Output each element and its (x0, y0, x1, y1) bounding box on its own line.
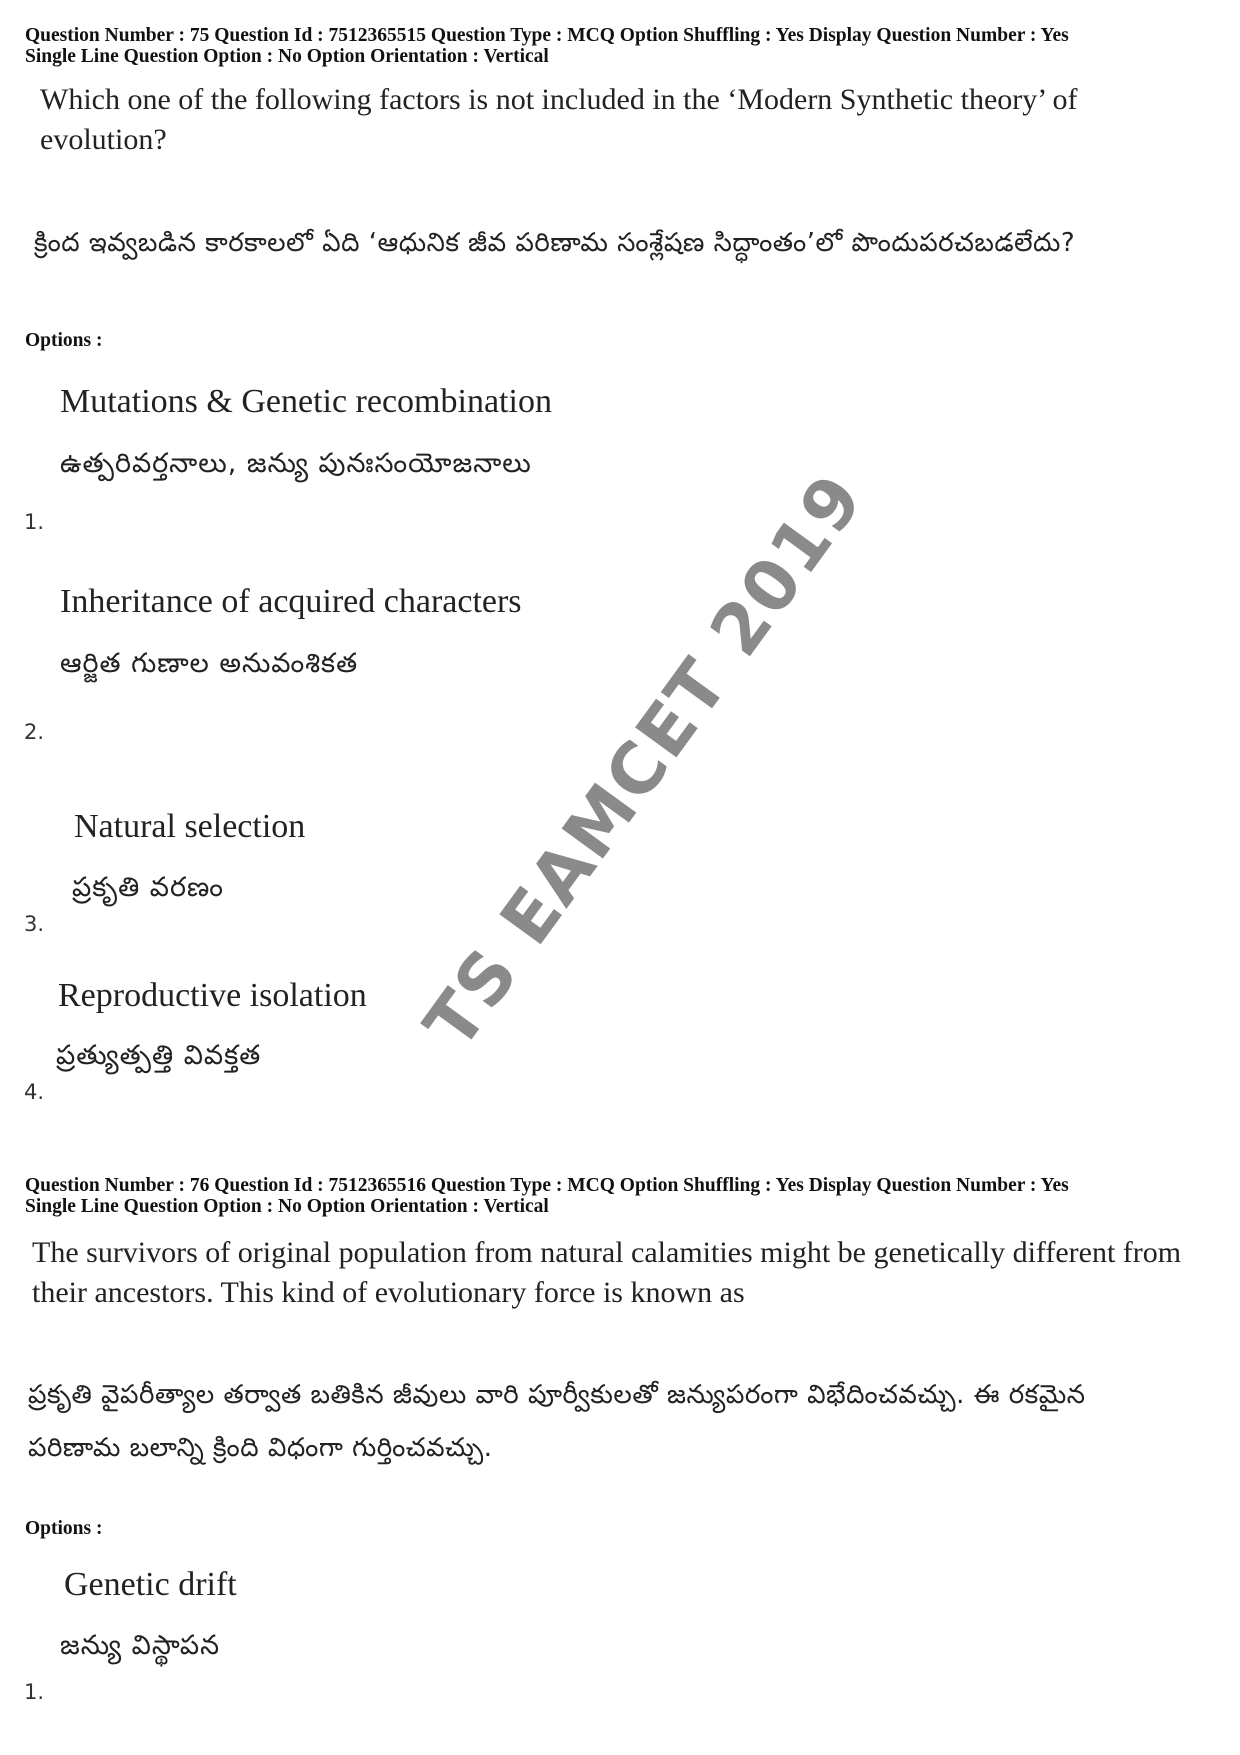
question-text-telugu: క్రింద ఇవ్వబడిన కారకాలలో ఏది ‘ఆధునిక జీవ పరిణామ సంశ్లేషణ సిద్ధాంతం’లో పొందుపరచబడలేదు? (34, 228, 1076, 258)
option-text-english: Mutations & Genetic recombination (60, 383, 552, 420)
option-number: 3. (24, 912, 45, 936)
option-number: 1. (24, 1680, 45, 1704)
question-meta-line1: Question Number : 76 Question Id : 7512365516 Question Type : MCQ Option Shuffling : Yes Display Question Number : Yes (25, 1175, 1069, 1196)
option-text-telugu: ఉత్పరివర్తనాలు, జన్యు పునఃసంయోజనాలు (60, 448, 532, 479)
option-text-telugu: ఆర్జిత గుణాల అనువంశికత (60, 648, 359, 679)
option-text-telugu: ప్రకృతి వరణం (72, 872, 224, 903)
option-text-english: Inheritance of acquired characters (60, 583, 522, 620)
option-number: 2. (24, 720, 45, 744)
option-text-telugu: జన్యు విస్థాపన (60, 1630, 221, 1661)
option-number: 4. (24, 1080, 45, 1104)
option-text-english: Genetic drift (64, 1566, 237, 1603)
question-text-english: The survivors of original population from natural calamities might be genetically different from their ancestors. This kind of evolutionary force is known as (32, 1236, 1182, 1309)
options-label: Options : (25, 1518, 103, 1539)
options-label: Options : (25, 330, 103, 351)
question-meta-line2: Single Line Question Option : No Option Orientation : Vertical (25, 46, 549, 67)
watermark-text: TS EAMCET 2019 (408, 458, 880, 1064)
question-text-telugu-line2: పరిణామ బలాన్ని క్రింది విధంగా గుర్తించవచ్చు. (28, 1433, 493, 1463)
option-text-english: Reproductive isolation (58, 977, 367, 1014)
option-text-telugu: ప్రత్యుత్పత్తి వివక్తత (56, 1040, 262, 1071)
question-text-telugu-line1: ప్రకృతి వైపరీత్యాల తర్వాత బతికిన జీవులు వారి పూర్వీకులతో జన్యుపరంగా విభేదించవచ్చు. ఈ రకమైన (28, 1380, 1086, 1410)
option-text-english: Natural selection (74, 808, 306, 845)
question-text-english: Which one of the following factors is not included in the ‘Modern Synthetic theory’ of evolution? (40, 83, 1078, 156)
question-meta-line1: Question Number : 75 Question Id : 7512365515 Question Type : MCQ Option Shuffling : Yes Display Question Number : Yes (25, 25, 1069, 46)
option-number: 1. (24, 510, 45, 534)
question-meta-line2: Single Line Question Option : No Option Orientation : Vertical (25, 1196, 549, 1217)
